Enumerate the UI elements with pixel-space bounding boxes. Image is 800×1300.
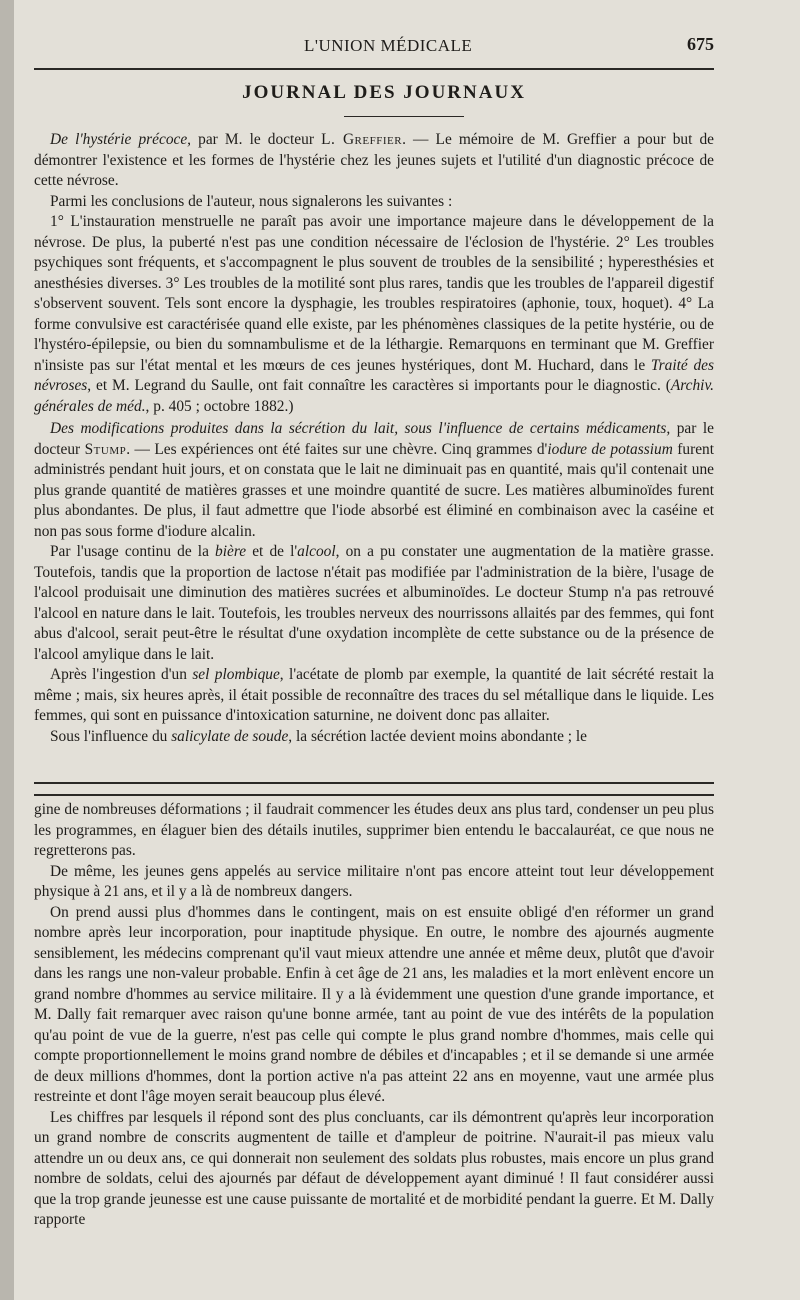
- paragraph-text: Par l'usage continu de la: [50, 543, 216, 560]
- article-milk-intro: [34, 419, 714, 542]
- substance-name: sel plombique: [192, 666, 280, 683]
- substance-name: bière: [215, 543, 247, 560]
- page-number: 675: [687, 34, 714, 54]
- article-author: Stump: [84, 440, 127, 458]
- paragraph-text: Sous l'influence du: [50, 727, 172, 745]
- paragraph-salicylate: [34, 727, 714, 748]
- paragraph: Parmi les conclusions de l'auteur, nous signalerons les suivantes :: [50, 192, 453, 210]
- article-author: L. Greffier: [321, 131, 403, 148]
- paragraph-alcohol: [34, 542, 714, 665]
- substance-name: salicylate de soude: [171, 727, 289, 745]
- feuilleton-separator: [34, 782, 714, 796]
- paragraph-text: Après l'ingestion d'un: [50, 666, 193, 683]
- paragraph-text: 1° L'instauration menstruelle ne paraît pas avoir une importance majeure dans le développement de la névrose. De plus, la puberté n'est pas une condition nécessaire de l'éclosion de l'hystérie. 2° Les troubles psychiques sont fréquents, et s'accompagnent le plus souvent de troubles de la sensibilité ; hyperesthésies et anesthésies diverses. 3° Les troubles de la motilité sont plus rares, tandis que les troubles de l'appareil digestif s'observent souvent. Tels sont encore la dysphagie, les troubles respiratoires (aphonie, toux, hoquet). 4° La forme convulsive est caractérisée quand elle existe, par les phénomènes classiques de la petite hystérie, ou de l'hystéro-épilepsie, ou bien du somnambulisme et de la léthargie. Remarquons en terminant que M. Greffier n'insiste pas sur l'état mental et les mœurs de ces jeunes hystériques, dont M. Huchard, dans le: [34, 213, 714, 374]
- feuilleton-column: [34, 800, 714, 1231]
- substance-name: alcool: [297, 543, 336, 560]
- paragraph-text: , l'acétate de plomb par exemple, la quantité de lait sécrété restait la même ; mais, six heures après, il était possible de reconnaître des traces du sel métallique dans le liquide. Les femmes, qui sont en puissance d'intoxication saturnine, ne doivent donc pas allaiter.: [34, 666, 715, 724]
- cited-book-title: Traité des névroses: [34, 356, 714, 394]
- paragraph-text: , et M. Legrand du Saulle, ont fait connaître les caractères si importants pour le diagnostic. (: [87, 377, 671, 394]
- header-rule: [34, 68, 714, 70]
- paragraph-text: , la sécrétion lactée devient moins abondante ; le: [288, 727, 588, 745]
- paragraph-lead: [34, 665, 714, 727]
- journal-page: [14, 0, 800, 1300]
- article-hysteria-intro: [34, 130, 714, 192]
- paragraph-text: et de l': [246, 543, 298, 560]
- paragraph: De même, les jeunes gens appelés au service militaire n'ont pas encore atteint tout leur développement physique à 21 ans, et il y a là de nombreux dangers.: [34, 862, 714, 900]
- paragraph-conclusions: [34, 212, 714, 417]
- article-byline: par M. le docteur: [191, 131, 322, 148]
- section-title-rule: [344, 116, 464, 117]
- paragraph-text: , p. 405 ; octobre 1882.): [145, 397, 294, 415]
- paragraph-text: . — Le mémoire de M. Greffier a pour but de démontrer l'existence et les formes de l'hystérie chez les jeunes sujets et l'utilité d'un diagnostic précoce de cette névrose.: [34, 131, 715, 189]
- article-title: Des modifications produites dans la sécrétion du lait, sous l'influence de certains médicaments,: [50, 420, 671, 437]
- section-title: JOURNAL DES JOURNAUX: [242, 82, 526, 103]
- article-byline: par le docteur: [34, 420, 714, 458]
- paragraph: On prend aussi plus d'hommes dans le contingent, mais on est ensuite obligé d'en réformer un grand nombre après leur incorporation, pour inaptitude physique. En outre, le nombre des ajournés augmente sensiblement, les médecins comprenant qu'il vaut mieux attendre une année et même deux, plutôt que d'avoir dans les rangs une non-valeur probable. Enfin à cet âge de 21 ans, les maladies et la mort enlèvent encore un grand nombre d'hommes au service militaire. Il y a là évidemment une question d'une grande importance, et M. Dally fait remarquer avec raison qu'une bonne armée, tant au point de vue des intérêts de la population qu'au point de vue de la guerre, n'est pas celle qui compte le plus grand nombre d'hommes, mais celle qui compte proportionnellement le moins grand nombre de débiles et d'incapables ; et il se demande si une armée de deux millions d'hommes, dont la portion active n'a pas atteint 22 ans en moyenne, vaut une armée plus restreinte et dont l'âge moyen serait beaucoup plus élevé.: [34, 903, 714, 1105]
- page-header: [34, 30, 714, 60]
- paragraph: gine de nombreuses déformations ; il faudrait commencer les études deux ans plus tard, condenser un peu plus les programmes, en élaguer bien des détails inutiles, supprimer bien entendu le baccalauréat, ce que nous ne regretterons pas.: [34, 801, 714, 859]
- paragraph-text: , on a pu constater une augmentation de la matière grasse. Toutefois, tandis que la proportion de lactose n'était pas modifiée par l'administration de la bière, l'usage de l'alcool produisait une diminution des matières sucrées et albuminoïdes. Le docteur Stump n'a pas retrouvé l'alcool en nature dans le lait. Toutefois, les troubles nerveux des nourrissons allaités par des femmes, qui font abus d'alcool, serait peut-être le résultat d'une oxydation incomplète de cette substance ou de la présence de l'alcool amylique dans le lait.: [34, 543, 714, 663]
- citation-source: Archiv. générales de méd.: [34, 377, 714, 415]
- paragraph: Les chiffres par lesquels il répond sont des plus concluants, car ils démontrent qu'après leur incorporation un grand nombre de conscrits augmentent de taille et d'ampleur de poitrine. N'aurait-il pas mieux valu attendre un ou deux ans, ce qui donnerait non seulement des soldats plus robustes, mais encore un plus grand nombre de soldats, celui des ajournés par défaut de développement ayant diminué ! Il faut considérer aussi que la trop grande jeunesse est une cause puissante de mortalité et de morbidité pendant la guerre. Et M. Dally rapporte: [34, 1108, 714, 1228]
- journal-column: [34, 128, 714, 747]
- running-title: L'UNION MÉDICALE: [304, 36, 473, 55]
- paragraph-text: . — Les expériences ont été faites sur une chèvre. Cinq grammes d': [126, 440, 548, 458]
- article-title: De l'hystérie précoce,: [50, 131, 192, 148]
- substance-name: iodure de potassium: [547, 440, 673, 458]
- paragraph-text: furent administrés pendant huit jours, et on constata que le lait ne diminuait pas en quantité, mais qu'il contenait une plus grande quantité de matières grasses et une moindre quantité de sucre. Les matières albuminoïdes furent plus abondantes. De plus, il faut admettre que l'iode absorbé est éliminé en combinaison avec la caséine et non pas sous forme d'iodure alcalin.: [34, 440, 715, 540]
